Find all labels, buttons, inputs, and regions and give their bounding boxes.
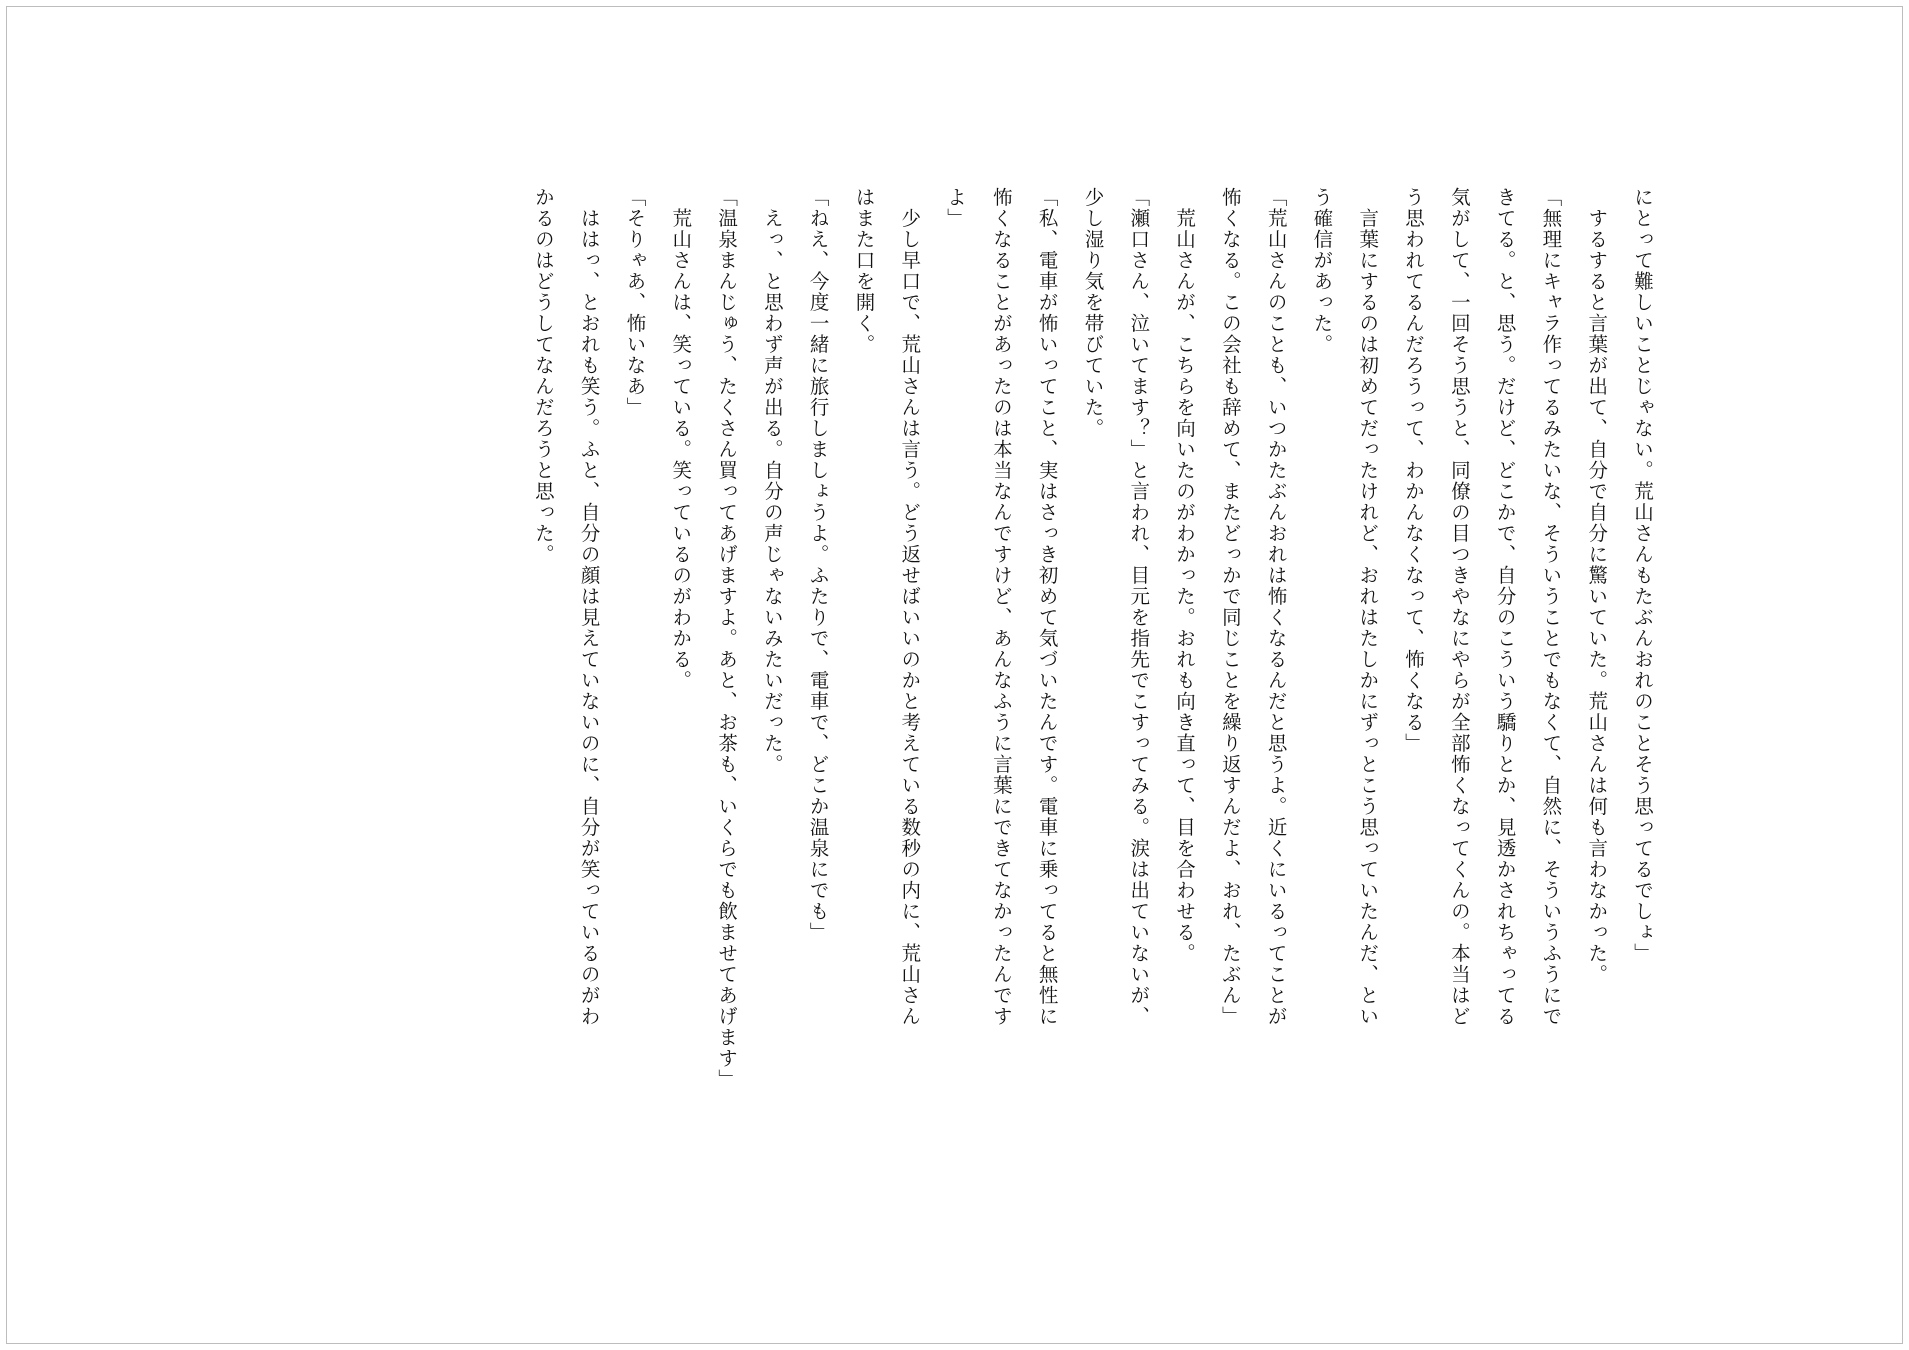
vertical-text-body — [520, 187, 1665, 1217]
text-line: えっ、と思わず声が出る。自分の声じゃないみたいだった。 — [760, 187, 784, 775]
text-line: にとって難しいことじゃない。荒山さんもたぶんおれのことそう思ってるでしょ」 — [1631, 187, 1654, 964]
text-line: 「荒山さんのことも、いつかたぶんおれは怖くなるんだと思うよ。近くにいるってことが — [1264, 187, 1288, 1027]
text-line: 少し湿り気を帯びていた。 — [1081, 187, 1105, 439]
text-line: う確信があった。 — [1310, 187, 1334, 355]
text-line: 「温泉まんじゅう、たくさん買ってあげますよ。あと、お茶も、いくらでも飲ませてあげます」 — [715, 187, 739, 1090]
text-line: 「瀬口さん、泣いてます？」と言われ、目元を指先でこすってみる。涙は出ていないが、 — [1127, 187, 1151, 1027]
text-line: 「私、電車が怖いってこと、実はさっき初めて気づいたんです。電車に乗ってると無性に — [1035, 187, 1059, 1027]
text-line: 「無理にキャラ作ってるみたいな、そういうことでもなくて、自然に、そういうふうにで — [1539, 187, 1563, 1027]
text-line: はまた口を開く。 — [852, 187, 876, 355]
text-line: 荒山さんが、こちらを向いたのがわかった。おれも向き直って、目を合わせる。 — [1173, 187, 1197, 964]
text-line: 言葉にするのは初めてだったけれど、おれはたしかにずっとこう思っていたんだ、とい — [1356, 187, 1380, 1027]
text-line: 怖くなる。この会社も辞めて、またどっかで同じことを繰り返すんだよ、おれ、たぶん」 — [1218, 187, 1242, 1027]
text-line: きてる。と、思う。だけど、どこかで、自分のこういう驕りとか、見透かされちゃってる — [1493, 187, 1517, 1027]
text-line: 少し早口で、荒山さんは言う。どう返せばいいのかと考えている数秒の内に、荒山さん — [898, 187, 922, 1027]
text-line: ははっ、とおれも笑う。ふと、自分の顔は見えていないのに、自分が笑っているのがわ — [577, 187, 601, 1027]
page — [6, 6, 1903, 1344]
text-line: するすると言葉が出て、自分で自分に驚いていた。荒山さんは何も言わなかった。 — [1585, 187, 1609, 985]
text-line: 「そりゃあ、怖いなあ」 — [623, 187, 647, 418]
text-line: かるのはどうしてなんだろうと思った。 — [531, 187, 555, 565]
text-line: 荒山さんは、笑っている。笑っているのがわかる。 — [669, 187, 693, 691]
text-line: よ」 — [944, 187, 968, 229]
text-line: 気がして、一回そう思うと、同僚の目つきやなにやらが全部怖くなってくんの。本当はど — [1447, 187, 1471, 1027]
text-line: う思われてるんだろうって、わかんなくなって、怖くなる」 — [1402, 187, 1426, 754]
text-line: 怖くなることがあったのは本当なんですけど、あんなふうに言葉にできてなかったんです — [989, 187, 1013, 1027]
text-line: 「ねえ、今度一緒に旅行しましょうよ。ふたりで、電車で、どこか温泉にでも」 — [806, 187, 830, 943]
